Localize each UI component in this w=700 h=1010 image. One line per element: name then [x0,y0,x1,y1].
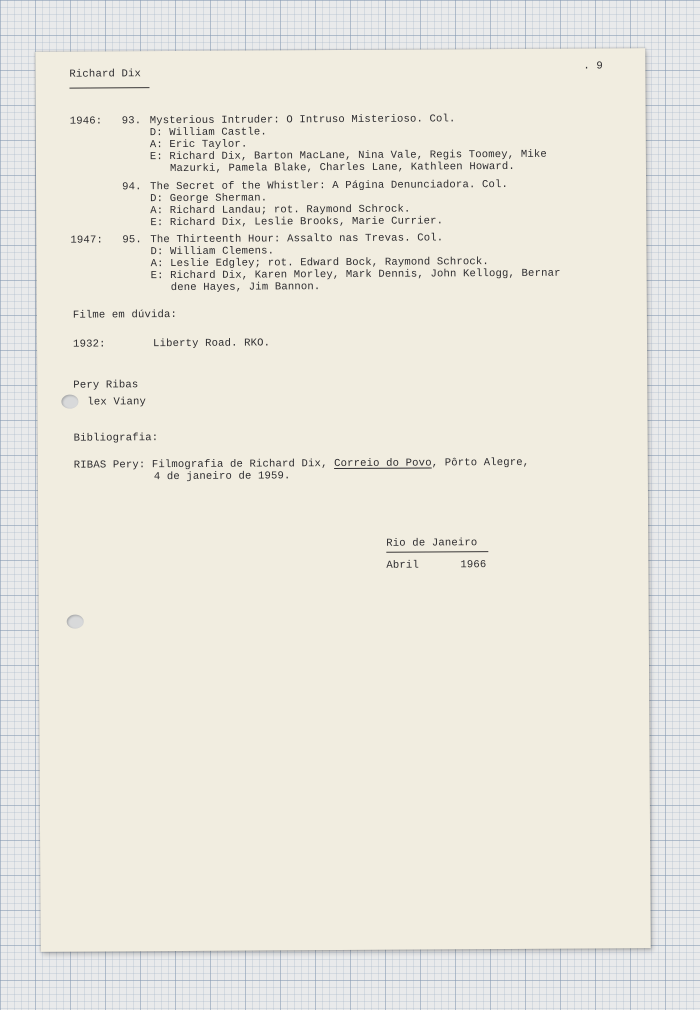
punch-hole [67,615,84,629]
entry-title: The Secret of the Whistler: A Página Denunciadora. Col. [150,178,509,194]
entry-cast: E: Richard Dix, Leslie Brooks, Marie Currier. [150,215,444,230]
entry-director: D: George Sherman. [150,192,268,206]
signature-place: Rio de Janeiro [386,537,478,550]
entry-cast: E: Richard Dix, Karen Morley, Mark Dennis, John Kellogg, Bernar [150,267,561,283]
entry-author: A: Leslie Edgley; rot. Edward Bock, Raymond Schrock. [150,256,489,271]
page-header: Richard Dix [69,68,142,81]
entry-title: Mysterious Intruder: O Intruso Misterioso. Col. [149,113,456,128]
author-name: Pery Ribas [73,379,139,392]
entry-number: 95. [122,234,142,247]
bibliography-heading: Bibliografia: [73,432,159,445]
entry-title: The Thirteenth Hour: Assalto nas Trevas. Col. [150,232,444,247]
entry-director: D: William Castle. [149,126,267,140]
punch-hole [61,395,78,409]
entry-number: 94. [122,181,142,194]
page-number: . 9 [583,60,603,73]
entry-director: D: William Clemens. [150,245,275,259]
signature-rule [386,551,488,553]
entry-author: A: Eric Taylor. [149,138,248,152]
header-underline [69,87,149,88]
entry-number: 93. [121,115,142,128]
bibliography-prefix: RIBAS Pery: Filmografia de Richard Dix, [73,458,335,472]
entry-cast-continued: Mazurki, Pamela Blake, Charles Lane, Kathleen Howard. [169,160,515,176]
bibliography-entry [74,457,530,472]
author-name: lex Viany [87,396,147,409]
doubtful-heading: Filme em dúvida: [72,309,178,322]
bibliography-source: Correio do Povo [334,457,432,471]
entry-author: A: Richard Landau; rot. Raymond Schrock. [150,203,411,218]
doubtful-entry: Liberty Road. RKO. [153,337,271,351]
bibliography-suffix: , Pôrto Alegre, [431,456,530,470]
doubtful-year: 1932: [73,338,106,351]
signature-year: 1966 [460,559,487,572]
entry-year: 1947: [70,234,103,247]
entry-cast: E: Richard Dix, Barton MacLane, Nina Vale, Regis Toomey, Mike [149,148,547,164]
entry-year: 1946: [69,115,103,128]
signature-month: Abril [386,559,419,572]
entry-cast-continued: dene Hayes, Jim Bannon. [170,281,321,295]
bibliography-date: 4 de janeiro de 1959. [153,470,291,484]
typewritten-page [35,48,650,952]
